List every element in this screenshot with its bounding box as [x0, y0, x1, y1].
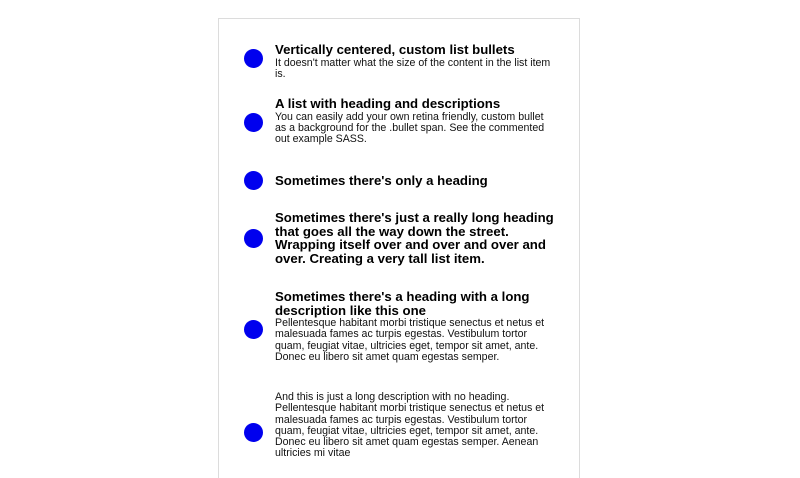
item-description: You can easily add your own retina friendly, custom bullet as a background for the .bullet span. See the commented out example SASS.	[275, 110, 545, 146]
list-item	[219, 173, 581, 189]
bullet-icon	[244, 49, 263, 68]
item-description: Pellentesque habitant morbi tristique senectus et netus et malesuada fames ac turpis egestas. Vestibulum tortor quam, feugiat vitae, ultricies eget, tempor sit amet, ante. Donec eu libero sit amet quam egestas semper.	[275, 317, 545, 363]
list-item	[219, 211, 581, 267]
bullet-icon	[244, 113, 263, 132]
list-item	[219, 42, 581, 80]
bullet-icon	[244, 320, 263, 339]
bullet-icon	[244, 229, 263, 248]
item-heading: A list with heading and descriptions	[275, 96, 501, 111]
bullet-icon	[244, 171, 263, 190]
item-heading: Sometimes there's only a heading	[275, 173, 488, 188]
list-item	[219, 290, 581, 368]
item-heading: Vertically centered, custom list bullets	[275, 42, 515, 57]
list-item	[219, 97, 581, 149]
item-description: It doesn't matter what the size of the content in the list item is.	[275, 56, 551, 80]
list-container	[218, 18, 580, 478]
bullet-icon	[244, 423, 263, 442]
item-heading: Sometimes there's a heading with a long description like this one	[275, 289, 530, 318]
item-heading: Sometimes there's just a really long heading that goes all the way down the street. Wrapping itself over and over and over and over. Creating a very tall list item.	[275, 210, 554, 266]
list-item	[219, 391, 581, 471]
item-description: And this is just a long description with no heading. Pellentesque habitant morbi tristique senectus et netus et malesuada fames ac turpis egestas. Vestibulum tortor quam, feugiat vitae, ultricies eget, tempor sit amet, ante. Donec eu libero sit amet quam egestas semper. Aenean ultricies mi vitae	[275, 391, 545, 460]
